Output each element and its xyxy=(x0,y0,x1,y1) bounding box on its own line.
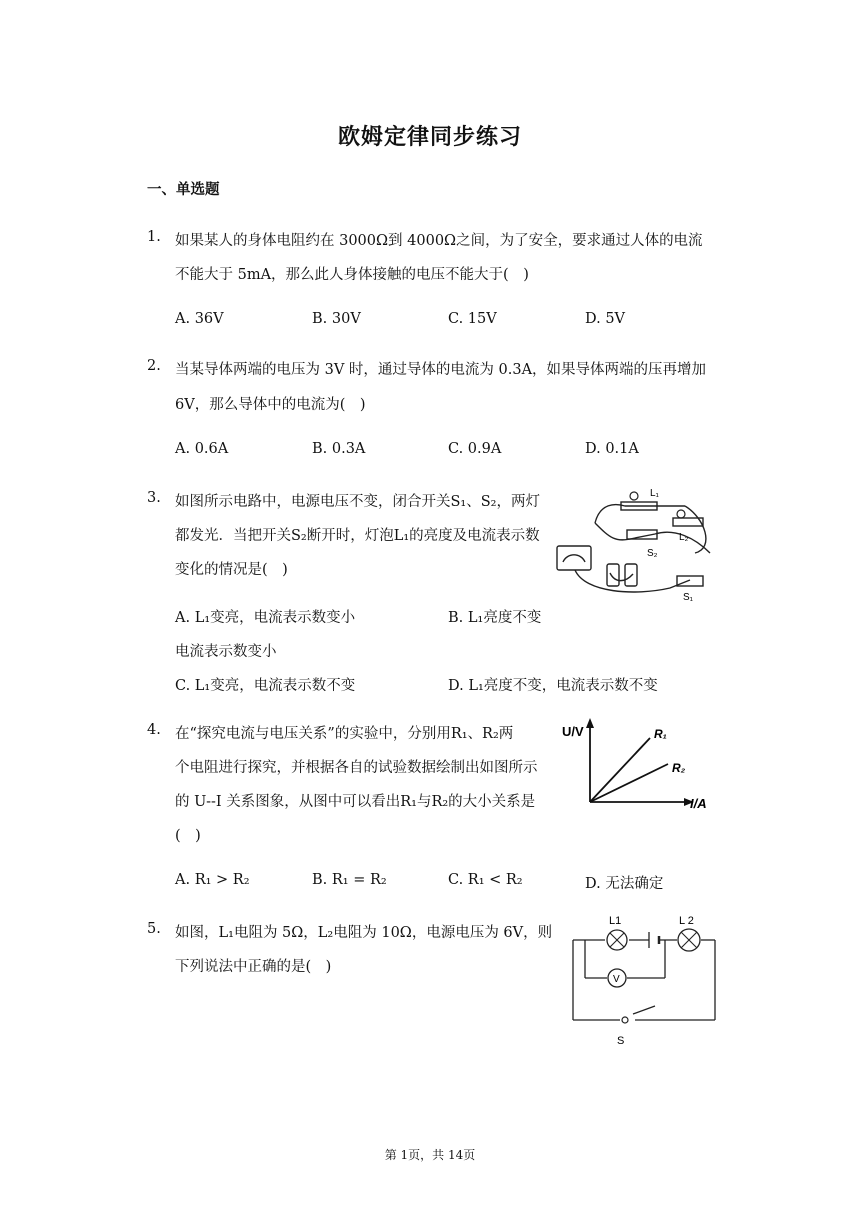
section-heading: 一、单选题 xyxy=(147,181,220,198)
circuit-figure-q5 xyxy=(565,910,725,1050)
question-text-line: 在“探究电流与电压关系”的实验中，分别用R₁、R₂两 xyxy=(175,726,514,742)
page-footer: 第 1页，共 14页 xyxy=(384,1148,476,1162)
figure-label-s: S xyxy=(617,1035,625,1047)
option-b-continued: 电流表示数变小 xyxy=(175,644,277,660)
question-number: 2. xyxy=(147,358,161,374)
question-text-line: 变化的情况是( ) xyxy=(175,562,288,578)
question-text-line: 如果某人的身体电阻约在 3000Ω到 4000Ω之间，为了安全，要求通过人体的电流 xyxy=(175,233,703,249)
figure-label-l1: L1 xyxy=(609,915,622,927)
option-b[interactable]: B. 0.3A xyxy=(312,441,366,457)
option-a[interactable]: A. 0.6A xyxy=(175,441,229,457)
option-a[interactable]: A. L₁变亮，电流表示数变小 xyxy=(175,610,356,626)
bulb-icon xyxy=(677,510,685,518)
question-text-line: 的 U--I 关系图象，从图中可以看出R₁与R₂的大小关系是 xyxy=(175,794,536,810)
option-a[interactable]: A. 36V xyxy=(175,311,224,327)
question-text-line: 6V，那么导体中的电流为( ) xyxy=(175,397,366,413)
option-d[interactable]: D. 5V xyxy=(585,311,626,327)
question-text-line: 当某导体两端的电压为 3V 时，通过导体的电流为 0.3A，如果导体两端的压再增加 xyxy=(175,362,707,378)
question-number: 1. xyxy=(147,229,161,245)
option-c[interactable]: C. 0.9A xyxy=(448,441,502,457)
option-c[interactable]: C. R₁ < R₂ xyxy=(448,872,523,888)
axis-label-x: I/A xyxy=(690,796,707,811)
question-text-line: 个电阻进行探究，并根据各自的试验数据绘制出如图所示 xyxy=(175,760,538,776)
question-text-line: 都发光．当把开关S₂断开时，灯泡L₁的亮度及电流表示数 xyxy=(175,528,540,544)
figure-label-s1: S₁ xyxy=(683,592,694,603)
question-text-line: 如图，L₁电阻为 5Ω，L₂电阻为 10Ω，电源电压为 6V，则 xyxy=(175,925,553,941)
question-text-line: 不能大于 5mA，那么此人身体接触的电压不能大于( ) xyxy=(175,267,529,283)
option-c[interactable]: C. L₁变亮，电流表示数不变 xyxy=(175,678,356,694)
axis-label-y: U/V xyxy=(562,724,584,739)
question-text-line: 如图所示电路中，电源电压不变，闭合开关S₁、S₂，两灯 xyxy=(175,494,540,510)
option-a[interactable]: A. R₁ > R₂ xyxy=(175,872,250,888)
lamp-l2-icon xyxy=(678,929,700,951)
question-number: 5. xyxy=(147,921,161,937)
switch-icon xyxy=(622,1017,628,1023)
option-b[interactable]: B. 30V xyxy=(312,311,361,327)
u-i-graph-q4 xyxy=(560,716,725,816)
option-b[interactable]: B. L₁亮度不变 xyxy=(448,610,542,626)
figure-label-s2: S₂ xyxy=(647,548,658,559)
option-d[interactable]: D. L₁亮度不变，电流表示数不变 xyxy=(448,678,658,694)
figure-label-l2: L 2 xyxy=(679,915,694,927)
figure-label-l1: L₁ xyxy=(650,488,659,499)
figure-label-l2: L₂ xyxy=(679,532,689,543)
figure-label-v: V xyxy=(613,974,620,985)
question-number: 3. xyxy=(147,490,161,506)
line-label-r2: R₂ xyxy=(672,761,686,775)
question-text-line: ( ) xyxy=(175,828,201,844)
option-c[interactable]: C. 15V xyxy=(448,311,497,327)
option-b[interactable]: B. R₁ = R₂ xyxy=(312,872,387,888)
page-title: 欧姆定律同步练习 xyxy=(337,124,522,150)
arrow-up-icon xyxy=(586,718,594,728)
bulb-icon xyxy=(630,492,638,500)
option-d[interactable]: D. 0.1A xyxy=(585,441,639,457)
circuit-figure-q3 xyxy=(555,478,715,603)
line-label-r1: R₁ xyxy=(654,727,667,741)
question-text-line: 下列说法中正确的是( ) xyxy=(175,959,332,975)
option-d[interactable]: D. 无法确定 xyxy=(585,876,664,892)
question-number: 4. xyxy=(147,722,161,738)
lamp-l1-icon xyxy=(607,930,627,950)
